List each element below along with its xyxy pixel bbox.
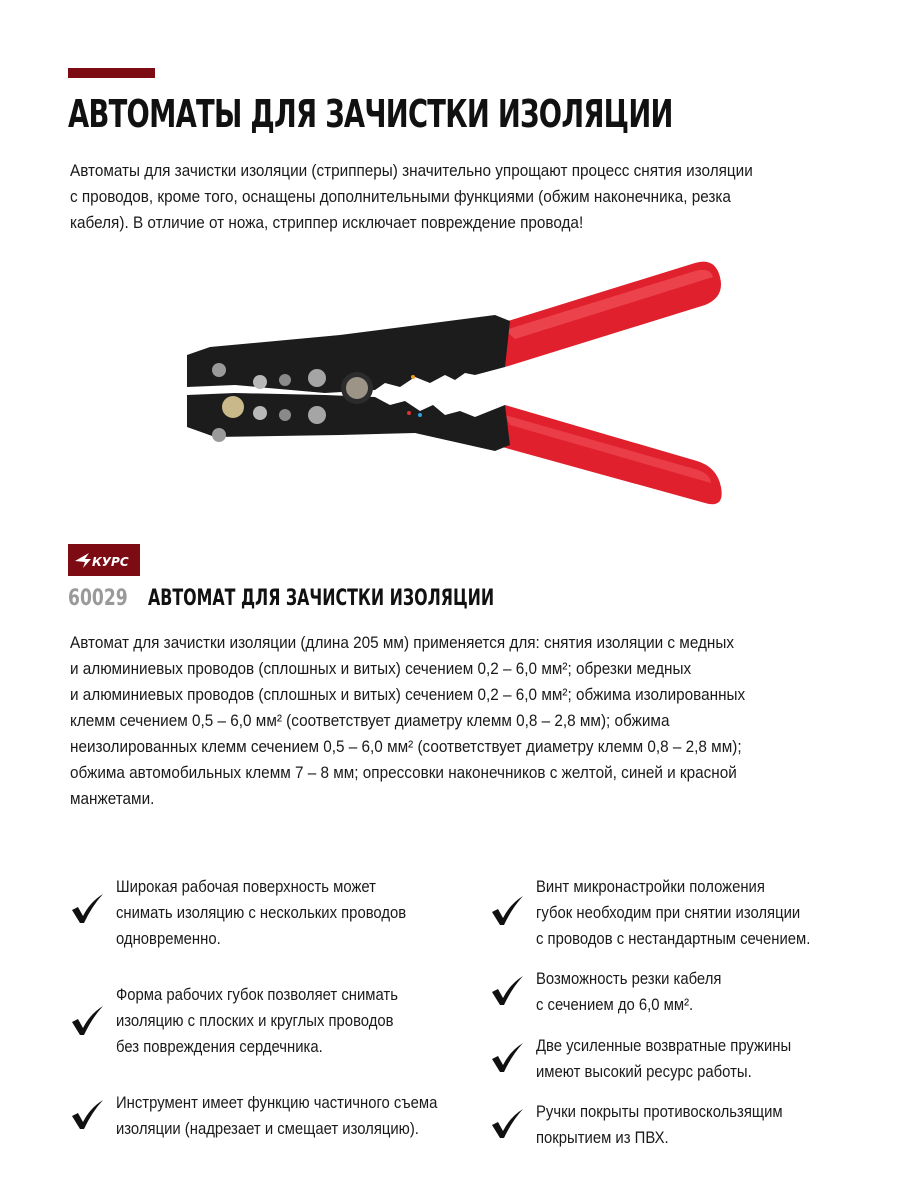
description-line: и алюминиевых проводов (сплошных и витых) сечением 0,2 – 6,0 мм²; обжима изолированных [70, 685, 746, 704]
intro-line: Автоматы для зачистки изоляции (стрипперы) значительно упрощают процесс снятия изоляции [70, 161, 753, 180]
check-icon [490, 976, 524, 1006]
intro-paragraph [70, 158, 790, 236]
feature-line: с проводов с нестандартным сечением. [536, 930, 811, 948]
brand-logo-kurs [68, 544, 140, 576]
feature-line: Широкая рабочая поверхность может [116, 878, 376, 896]
check-icon [70, 1100, 104, 1130]
feature-line: Две усиленные возвратные пружины [536, 1037, 792, 1055]
svg-text:КУРС: КУРС [92, 555, 129, 569]
check-icon [70, 1006, 104, 1036]
feature-line: изоляции (надрезает и смещает изоляцию). [116, 1120, 419, 1138]
check-icon [490, 1043, 524, 1073]
feature-line: одновременно. [116, 930, 221, 948]
intro-line: с проводов, кроме того, оснащены дополнительными функциями (обжим наконечника, резка [70, 187, 731, 206]
feature-line: имеют высокий ресурс работы. [536, 1063, 752, 1081]
title-accent-bar [68, 68, 155, 78]
feature-line: изоляцию с плоских и круглых проводов [116, 1012, 394, 1030]
description-line: и алюминиевых проводов (сплошных и витых) сечением 0,2 – 6,0 мм²; обрезки медных [70, 659, 692, 678]
feature-line: губок необходим при снятии изоляции [536, 904, 801, 922]
feature-line: Форма рабочих губок позволяет снимать [116, 986, 398, 1004]
description-line: Автомат для зачистки изоляции (длина 205 мм) применяется для: снятия изоляции с медных [70, 633, 735, 652]
kurs-logo-icon [73, 549, 135, 571]
description-line: клемм сечением 0,5 – 6,0 мм² (соответствует диаметру клемм 0,8 – 2,8 мм); обжима [70, 711, 670, 730]
product-description [70, 630, 808, 812]
feature-line: Винт микронастройки положения [536, 878, 765, 896]
product-image-wire-stripper [175, 255, 730, 525]
check-icon [490, 896, 524, 926]
feature-line: с сечением до 6,0 мм². [536, 996, 694, 1014]
product-sku: 60029 [68, 586, 128, 611]
description-line: обжима автомобильных клемм 7 – 8 мм; опрессовки наконечников с желтой, синей и красной [70, 763, 737, 782]
check-icon [490, 1109, 524, 1139]
description-line: неизолированных клемм сечением 0,5 – 6,0 мм² (соответствует диаметру клемм 0,8 – 2,8 мм); [70, 737, 742, 756]
feature-line: Ручки покрыты противоскользящим [536, 1103, 783, 1121]
product-name: АВТОМАТ ДЛЯ ЗАЧИСТКИ ИЗОЛЯЦИИ [148, 586, 495, 611]
description-line: манжетами. [70, 789, 155, 808]
check-icon [70, 894, 104, 924]
wire-stripper-illustration [175, 255, 730, 525]
page-title: АВТОМАТЫ ДЛЯ ЗАЧИСТКИ ИЗОЛЯЦИИ [68, 92, 673, 136]
intro-line: кабеля). В отличие от ножа, стриппер исключает повреждение провода! [70, 213, 584, 232]
feature-line: без повреждения сердечника. [116, 1038, 323, 1056]
feature-line: покрытием из ПВХ. [536, 1129, 669, 1147]
feature-line: Возможность резки кабеля [536, 970, 722, 988]
feature-line: снимать изоляцию с нескольких проводов [116, 904, 407, 922]
feature-line: Инструмент имеет функцию частичного съема [116, 1094, 438, 1112]
